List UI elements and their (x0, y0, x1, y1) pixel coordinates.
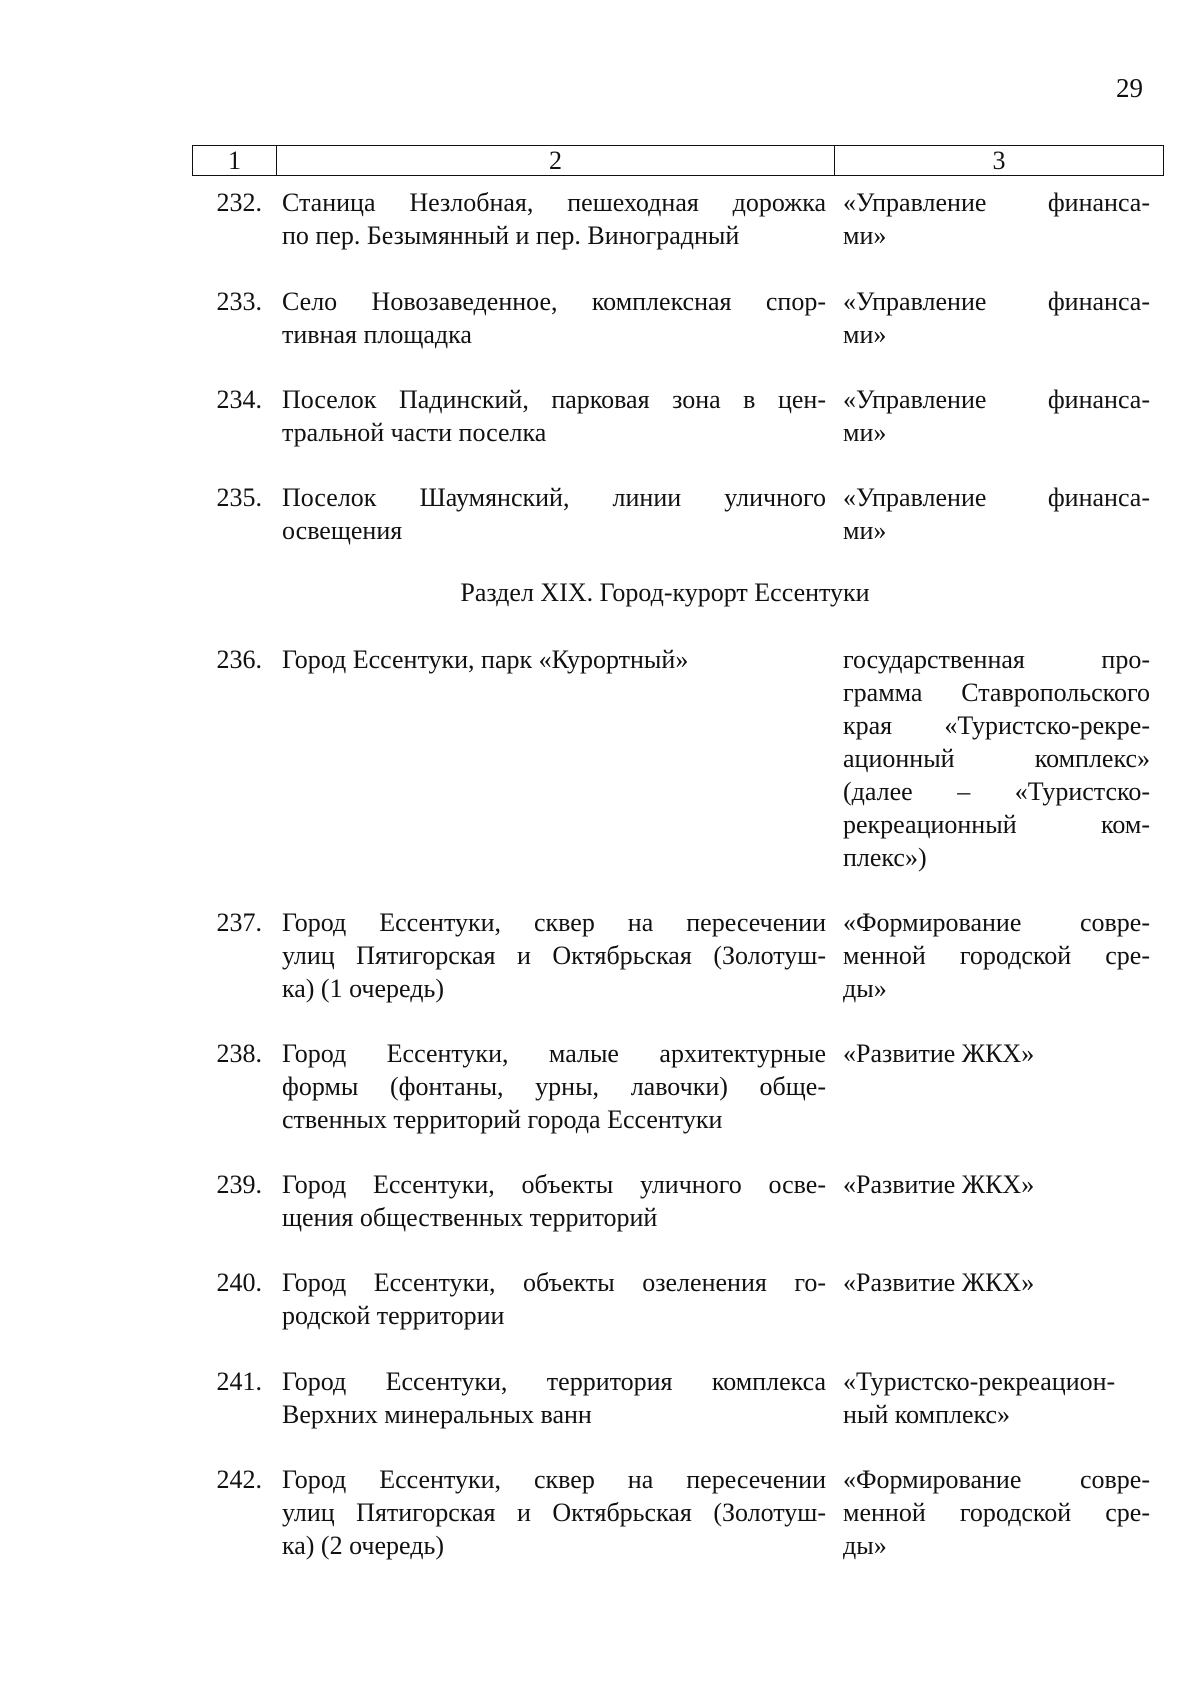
program-name-line: ный комплекс» (843, 1400, 1011, 1429)
program-name-line: «Развитие ЖКХ» (843, 1039, 1035, 1068)
row-number: 236. (216, 645, 262, 674)
program-name-line: ды» (843, 974, 887, 1003)
object-description-line: Поселок Падинский, парковая зона в цен- (282, 385, 826, 414)
row-number: 233. (216, 287, 262, 316)
program-name (843, 1365, 1150, 1431)
program-name-line: «Туристско-рекреацион- (843, 1367, 1116, 1396)
program-name-line: «Формирование совре- (843, 1465, 1150, 1494)
column-header-1: 1 (193, 146, 277, 175)
object-description (282, 285, 826, 351)
page-number: 29 (1116, 73, 1143, 103)
program-name-line: «Управление финанса- (843, 287, 1150, 316)
object-description-line: Город Ессентуки, сквер на пересечении (282, 908, 826, 937)
program-name (843, 1037, 1150, 1070)
program-name-line: менной городской сре- (843, 941, 1150, 970)
table-header (192, 145, 1164, 176)
program-name (843, 1266, 1150, 1299)
object-description-line: Верхних минеральных ванн (282, 1400, 592, 1429)
program-name-line: государственная про- (843, 645, 1150, 674)
row-number: 242. (216, 1465, 262, 1494)
program-name-line: «Управление финанса- (843, 385, 1150, 414)
program-name-line: «Формирование совре- (843, 908, 1150, 937)
object-description-line: Поселок Шаумянский, линии уличного (282, 483, 826, 512)
program-name (843, 481, 1150, 547)
program-name-line: менной городской сре- (843, 1498, 1150, 1527)
object-description-line: Город Ессентуки, парк «Курортный» (282, 645, 689, 674)
program-name-line: края «Туристско-рекре- (843, 711, 1150, 740)
program-name-line: (далее – «Туристско- (843, 777, 1150, 806)
object-description-line: формы (фонтаны, урны, лавочки) обще- (282, 1072, 826, 1101)
program-name-line: ми» (843, 516, 887, 545)
row-number: 238. (216, 1039, 262, 1068)
program-name (843, 383, 1150, 449)
program-name-line: грамма Ставропольского (843, 678, 1150, 707)
object-description-line: тивная площадка (282, 320, 472, 349)
object-description (282, 1037, 826, 1136)
row-number: 240. (216, 1268, 262, 1297)
object-description-line: Город Ессентуки, территория комплекса (282, 1367, 826, 1396)
object-description (282, 906, 826, 1005)
object-description-line: улиц Пятигорская и Октябрьская (Золотуш- (282, 1498, 826, 1527)
object-description-line: ка) (2 очередь) (282, 1531, 444, 1560)
row-number: 235. (216, 483, 262, 512)
object-description-line: ственных территорий города Ессентуки (282, 1105, 723, 1134)
program-name (843, 186, 1150, 252)
object-description-line: Станица Незлобная, пешеходная дорожка (282, 188, 826, 217)
program-name-line: ды» (843, 1531, 887, 1560)
object-description-line: щения общественных территорий (282, 1203, 658, 1232)
program-name-line: ми» (843, 418, 887, 447)
object-description (282, 1266, 826, 1332)
program-name (843, 285, 1150, 351)
program-name-line: «Управление финанса- (843, 188, 1150, 217)
row-number: 237. (216, 908, 262, 937)
program-name-line: «Развитие ЖКХ» (843, 1268, 1035, 1297)
program-name-line: рекреационный ком- (843, 810, 1150, 839)
object-description (282, 1168, 826, 1234)
column-header-2: 2 (277, 146, 835, 175)
program-name-line: «Управление финанса- (843, 483, 1150, 512)
object-description-line: Город Ессентуки, сквер на пересечении (282, 1465, 826, 1494)
program-name-line: ми» (843, 221, 887, 250)
object-description (282, 186, 826, 252)
column-header-3: 3 (992, 146, 1006, 175)
object-description-line: ка) (1 очередь) (282, 974, 444, 1003)
program-name-line: «Развитие ЖКХ» (843, 1170, 1035, 1199)
object-description-line: Город Ессентуки, объекты озеленения го- (282, 1268, 826, 1297)
object-description (282, 643, 826, 676)
program-name (843, 906, 1150, 1005)
object-description-line: тральной части поселка (282, 418, 547, 447)
program-name-line: плекс») (843, 843, 927, 872)
program-name (843, 1463, 1150, 1562)
object-description-line: Город Ессентуки, объекты уличного осве- (282, 1170, 826, 1199)
section-title: Раздел XIX. Город-курорт Ессентуки (460, 578, 870, 607)
object-description-line: по пер. Безымянный и пер. Виноградный (282, 221, 740, 250)
program-name (843, 1168, 1150, 1201)
object-description (282, 481, 826, 547)
program-name (843, 643, 1150, 874)
program-name-line: ационный комплекс» (843, 744, 1150, 773)
object-description-line: Город Ессентуки, малые архитектурные (282, 1039, 826, 1068)
object-description-line: улиц Пятигорская и Октябрьская (Золотуш- (282, 941, 826, 970)
row-number: 241. (216, 1367, 262, 1396)
program-name-line: ми» (843, 320, 887, 349)
object-description (282, 1463, 826, 1562)
object-description (282, 383, 826, 449)
object-description-line: Село Новозаведенное, комплексная спор- (282, 287, 826, 316)
object-description-line: освещения (282, 516, 403, 545)
row-number: 234. (216, 385, 262, 414)
row-number: 232. (216, 188, 262, 217)
object-description-line: родской территории (282, 1301, 505, 1330)
object-description (282, 1365, 826, 1431)
row-number: 239. (216, 1170, 262, 1199)
